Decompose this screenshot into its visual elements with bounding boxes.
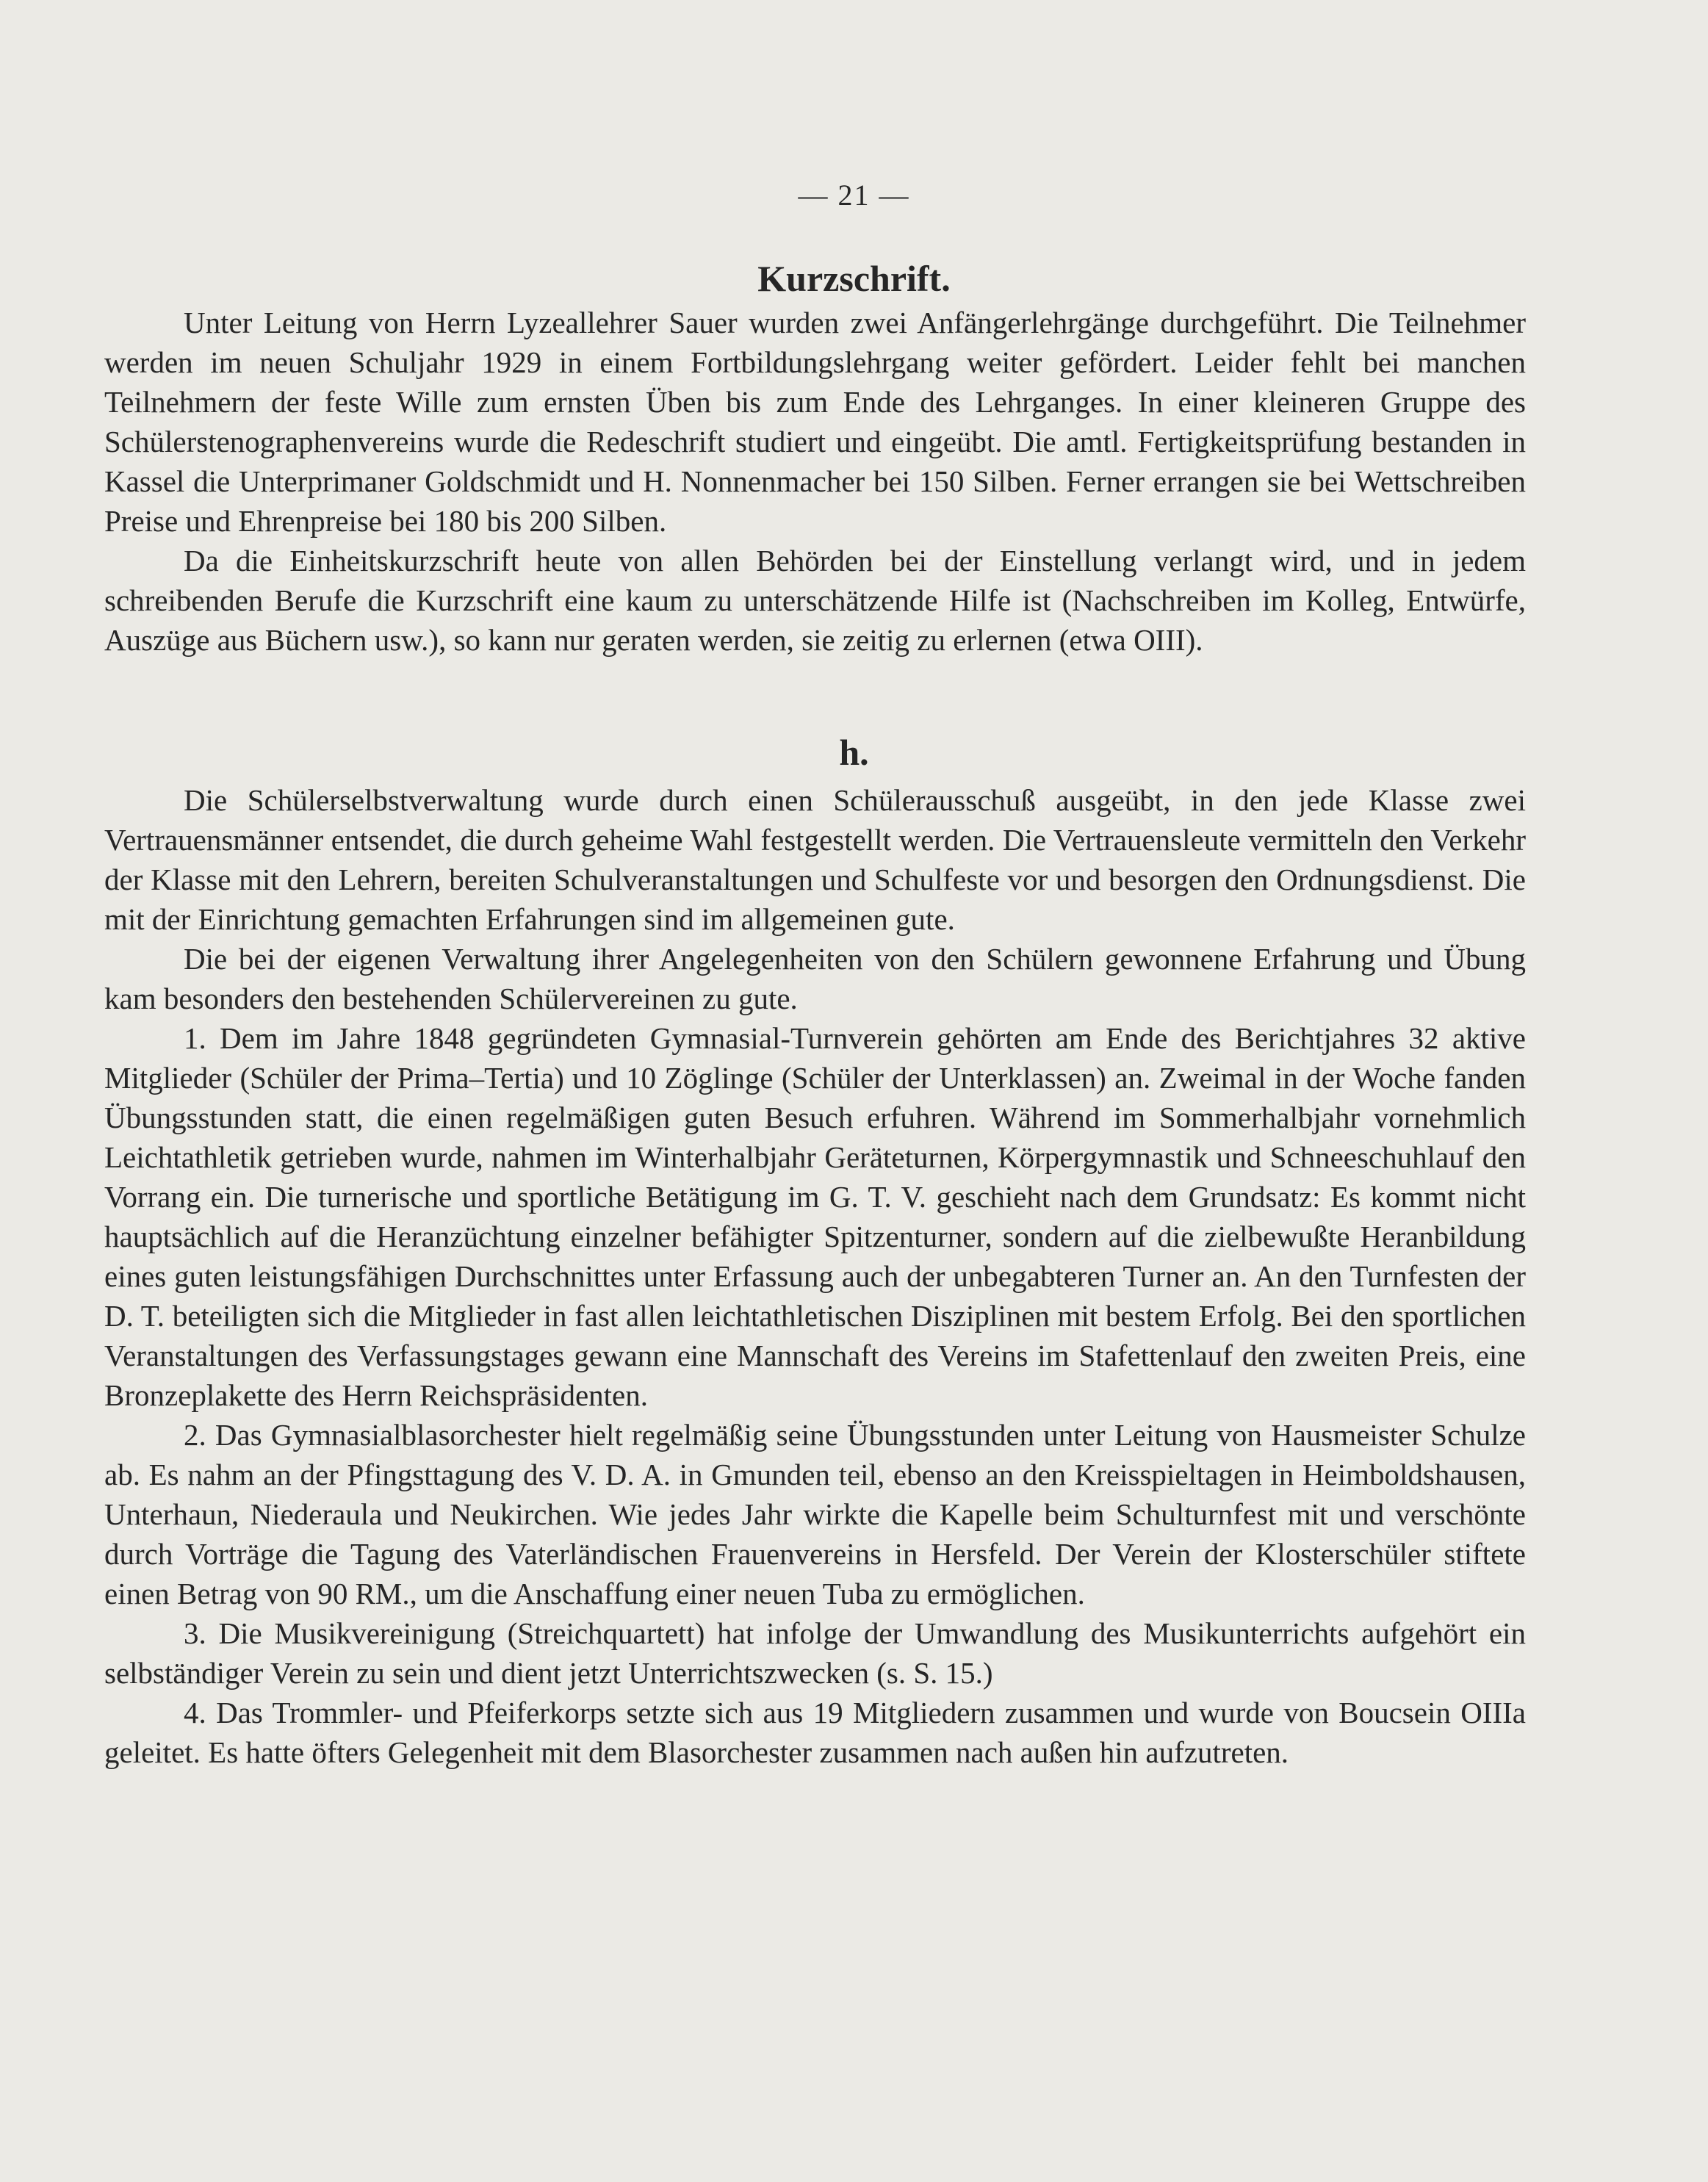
paragraph: 1. Dem im Jahre 1848 gegründeten Gymnasial-Turnverein gehörten am Ende des Berichtjahres 32 aktive Mitglieder (Schüler der Prima–Tertia) und 10 Zöglinge (Schüler der Unterklassen) an. Zweimal in der Woche fanden Übungsstunden statt, die einen regelmäßigen guten Besuch erfuhren. Während im Sommerhalbjahr vornehmlich Leichtathletik getrieben wurde, nahmen im Winterhalbjahr Geräteturnen, Körpergymnastik und Schneeschuhlauf den Vorrang ein. Die turnerische und sportliche Betätigung im G. T. V. geschieht nach dem Grundsatz: Es kommt nicht hauptsächlich auf die Heranzüchtung einzelner befähigter Spitzenturner, sondern auf die zielbewußte Heranbildung eines guten leistungsfähigen Durchschnittes unter Erfassung auch der unbegabteren Turner an. An den Turnfesten der D. T. beteiligten sich die Mitglieder in fast allen leichtathletischen Disziplinen mit bestem Erfolg. Bei den sportlichen Veranstaltungen des Verfassungstages gewann eine Mannschaft des Vereins im Stafettenlauf den zweiten Preis, eine Bronzeplakette des Herrn Reichspräsidenten. [104, 1021, 1526, 1412]
paragraph: Die bei der eigenen Verwaltung ihrer Angelegenheiten von den Schülern gewonnene Erfahrung und Übung kam besonders den bestehenden Schülervereinen zu gute. [104, 942, 1526, 1015]
section-kurzschrift-body [104, 303, 1526, 660]
paragraph: Da die Einheitskurzschrift heute von allen Behörden bei der Einstellung verlangt wird, und in jedem schreibenden Berufe die Kurzschrift eine kaum zu unterschätzende Hilfe ist (Nachschreiben im Kolleg, Entwürfe, Auszüge aus Büchern usw.), so kann nur geraten werden, sie zeitig zu erlernen (etwa OIII). [104, 544, 1526, 657]
section-title-kurzschrift: Kurzschrift. [757, 258, 951, 299]
paragraph: Unter Leitung von Herrn Lyzeallehrer Sauer wurden zwei Anfängerlehrgänge durchgeführt. Die Teilnehmer werden im neuen Schuljahr 1929 in einem Fortbildungslehrgang weiter gefördert. Leider fehlt bei manchen Teilnehmern der feste Wille zum ernsten Üben bis zum Ende des Lehrganges. In einer kleineren Gruppe des Schülerstenographenvereins wurde die Redeschrift studiert und eingeübt. Die amtl. Fertigkeitsprüfung bestanden in Kassel die Unterprimaner Goldschmidt und H. Nonnenmacher bei 150 Silben. Ferner errangen sie bei Wettschreiben Preise und Ehrenpreise bei 180 bis 200 Silben. [104, 306, 1526, 538]
section-h-body [104, 780, 1526, 1772]
page-number: — 21 — [798, 179, 910, 212]
paragraph: 3. Die Musikvereinigung (Streichquartett) hat infolge der Umwandlung des Musikunterrichts aufgehört ein selbständiger Verein zu sein und dient jetzt Unterrichtszwecken (s. S. 15.) [104, 1616, 1526, 1690]
paragraph: 4. Das Trommler- und Pfeiferkorps setzte sich aus 19 Mitgliedern zusammen und wurde von Boucsein OIIIa geleitet. Es hatte öfters Gelegenheit mit dem Blasorchester zusammen nach außen hin aufzutreten. [104, 1696, 1526, 1769]
paragraph: Die Schülerselbstverwaltung wurde durch einen Schülerausschuß ausgeübt, in den jede Klasse zwei Vertrauensmänner entsendet, die durch geheime Wahl festgestellt werden. Die Vertrauensleute vermitteln den Verkehr der Klasse mit den Lehrern, bereiten Schulveranstaltungen und Schulfeste vor und besorgen den Ordnungsdienst. Die mit der Einrichtung gemachten Erfahrungen sind im allgemeinen gute. [104, 783, 1526, 936]
paragraph: 2. Das Gymnasialblasorchester hielt regelmäßig seine Übungsstunden unter Leitung von Hausmeister Schulze ab. Es nahm an der Pfingsttagung des V. D. A. in Gmunden teil, ebenso an den Kreisspieltagen in Heimboldshausen, Unterhaun, Niederaula und Neukirchen. Wie jedes Jahr wirkte die Kapelle beim Schulturnfest mit und verschönte durch Vorträge die Tagung des Vaterländischen Frauenvereins in Hersfeld. Der Verein der Klosterschüler stiftete einen Betrag von 90 RM., um die Anschaffung einer neuen Tuba zu ermöglichen. [104, 1418, 1526, 1610]
section-title-h: h. [839, 732, 869, 773]
